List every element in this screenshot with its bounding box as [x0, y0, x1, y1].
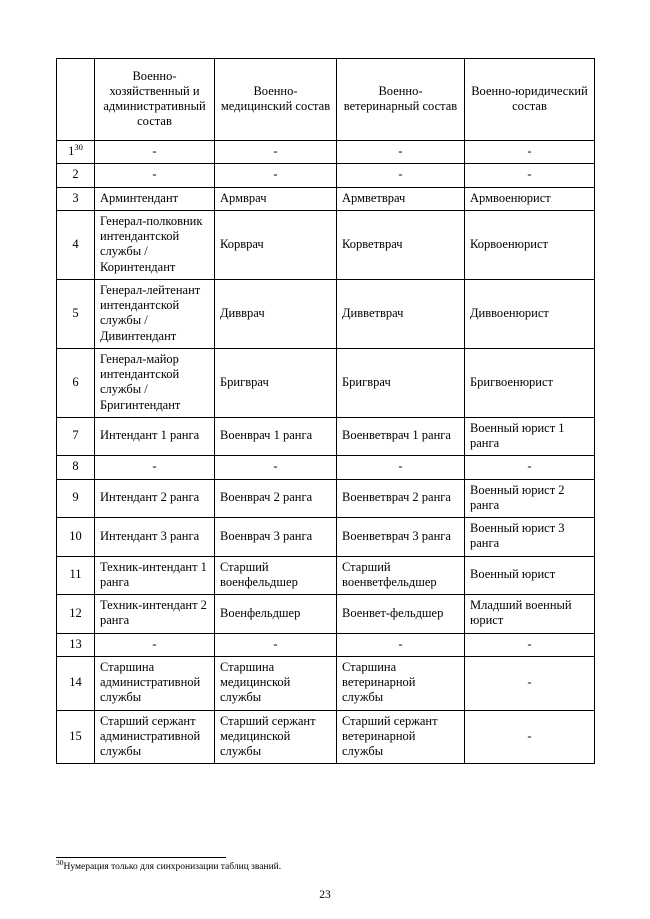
table-row: [57, 633, 595, 656]
table-row: [57, 456, 595, 479]
rank-cell-medical: Военфельдшер: [215, 595, 337, 634]
table-row: [57, 556, 595, 595]
rank-cell-medical: -: [215, 456, 337, 479]
rank-cell-administrative: Интендант 3 ранга: [95, 518, 215, 557]
rank-cell-juridical: -: [465, 656, 595, 710]
column-header-administrative: Военно-хозяйственный и административный состав: [95, 59, 215, 141]
rank-cell-veterinary: Военвет-фельдшер: [337, 595, 465, 634]
rank-cell-administrative: Интендант 2 ранга: [95, 479, 215, 518]
rank-cell-veterinary: Старший военветфельдшер: [337, 556, 465, 595]
rank-cell-veterinary: -: [337, 141, 465, 164]
footnote-marker: 30: [56, 857, 64, 867]
column-header-veterinary: Военно-ветеринарный состав: [337, 59, 465, 141]
page-number: 23: [319, 889, 331, 901]
rank-cell-juridical: Диввоенюрист: [465, 279, 595, 348]
rank-cell-veterinary: -: [337, 633, 465, 656]
rank-cell-veterinary: Военветврач 2 ранга: [337, 479, 465, 518]
rank-cell-medical: -: [215, 633, 337, 656]
footnote-body: Нумерация только для синхронизации таблиц званий.: [63, 861, 282, 872]
rank-cell-administrative: Интендант 1 ранга: [95, 417, 215, 456]
rank-cell-administrative: Техник-интендант 1 ранга: [95, 556, 215, 595]
rank-cell-veterinary: Военветврач 1 ранга: [337, 417, 465, 456]
table-row: [57, 656, 595, 710]
rank-cell-administrative: Техник-интендант 2 ранга: [95, 595, 215, 634]
row-index-cell: 1$^{30}$: [57, 141, 95, 164]
rank-cell-medical: Дивврач: [215, 279, 337, 348]
rank-cell-juridical: Армвоенюрист: [465, 187, 595, 210]
rank-cell-juridical: -: [465, 141, 595, 164]
rank-cell-administrative: -: [95, 456, 215, 479]
rank-cell-juridical: -: [465, 164, 595, 187]
column-header-juridical: Военно-юридический состав: [465, 59, 595, 141]
rank-cell-veterinary: Бригврач: [337, 348, 465, 417]
rank-cell-medical: Старший сержант медицинской службы: [215, 710, 337, 764]
rank-cell-medical: Корврач: [215, 210, 337, 279]
rank-cell-juridical: Корвоенюрист: [465, 210, 595, 279]
rank-cell-administrative: Генерал-лейтенант интендантской службы / Дивинтендант: [95, 279, 215, 348]
rank-cell-juridical: -: [465, 710, 595, 764]
row-index-cell: 10: [57, 518, 95, 557]
table-row: [57, 210, 595, 279]
rank-cell-administrative: Старшина административной службы: [95, 656, 215, 710]
rank-cell-administrative: Генерал-полковник интендантской службы / Коринтендант: [95, 210, 215, 279]
rank-cell-medical: Военврач 1 ранга: [215, 417, 337, 456]
ranks-table: [56, 58, 595, 764]
row-index-cell: 9: [57, 479, 95, 518]
row-index-cell: 14: [57, 656, 95, 710]
row-index-cell: 13: [57, 633, 95, 656]
table-row: [57, 518, 595, 557]
rank-cell-medical: -: [215, 164, 337, 187]
rank-cell-medical: Армврач: [215, 187, 337, 210]
table-row: [57, 141, 595, 164]
table-row: [57, 710, 595, 764]
rank-cell-veterinary: -: [337, 456, 465, 479]
rank-cell-administrative: -: [95, 633, 215, 656]
rank-cell-medical: Старший военфельдшер: [215, 556, 337, 595]
table-row: [57, 279, 595, 348]
rank-cell-medical: Военврач 3 ранга: [215, 518, 337, 557]
rank-cell-administrative: Арминтендант: [95, 187, 215, 210]
rank-cell-juridical: Военный юрист 2 ранга: [465, 479, 595, 518]
table-header-row: [57, 59, 595, 141]
rank-cell-juridical: -: [465, 456, 595, 479]
rank-cell-administrative: -: [95, 141, 215, 164]
table-header: [57, 59, 595, 141]
column-header-medical: Военно-медицинский состав: [215, 59, 337, 141]
row-index-footnote-marker: 30: [74, 141, 83, 152]
table-row: [57, 187, 595, 210]
rank-cell-juridical: Младший военный юрист: [465, 595, 595, 634]
table-row: [57, 595, 595, 634]
rank-cell-veterinary: Корветврач: [337, 210, 465, 279]
row-index-cell: 5: [57, 279, 95, 348]
row-index-cell: 2: [57, 164, 95, 187]
table-row: [57, 164, 595, 187]
rank-cell-juridical: -: [465, 633, 595, 656]
row-index-cell: 11: [57, 556, 95, 595]
rank-cell-administrative: -: [95, 164, 215, 187]
rank-cell-veterinary: Старшина ветеринарной службы: [337, 656, 465, 710]
footnote: [56, 857, 594, 873]
rank-cell-veterinary: Старший сержант ветеринарной службы: [337, 710, 465, 764]
rank-cell-juridical: Бригвоенюрист: [465, 348, 595, 417]
rank-cell-medical: -: [215, 141, 337, 164]
rank-cell-medical: Военврач 2 ранга: [215, 479, 337, 518]
row-index-cell: 8: [57, 456, 95, 479]
rank-cell-juridical: Военный юрист 1 ранга: [465, 417, 595, 456]
rank-cell-veterinary: -: [337, 164, 465, 187]
row-index-cell: 6: [57, 348, 95, 417]
row-index-cell: 4: [57, 210, 95, 279]
rank-cell-juridical: Военный юрист: [465, 556, 595, 595]
row-index-cell: 12: [57, 595, 95, 634]
column-header-index: [57, 59, 95, 141]
rank-cell-veterinary: Дивветврач: [337, 279, 465, 348]
row-index-cell: 7: [57, 417, 95, 456]
table-row: [57, 479, 595, 518]
row-index-cell: 15: [57, 710, 95, 764]
rank-cell-administrative: Старший сержант административной службы: [95, 710, 215, 764]
footnote-text: [56, 857, 594, 873]
rank-cell-medical: Старшина медицинской службы: [215, 656, 337, 710]
rank-cell-veterinary: Военветврач 3 ранга: [337, 518, 465, 557]
row-index-cell: 3: [57, 187, 95, 210]
table-row: [57, 417, 595, 456]
table-row: [57, 348, 595, 417]
rank-cell-administrative: Генерал-майор интендантской службы / Бригинтендант: [95, 348, 215, 417]
footnote-separator: [56, 857, 226, 858]
rank-cell-veterinary: Армветврач: [337, 187, 465, 210]
table-body: [57, 141, 595, 764]
rank-cell-medical: Бригврач: [215, 348, 337, 417]
rank-cell-juridical: Военный юрист 3 ранга: [465, 518, 595, 557]
